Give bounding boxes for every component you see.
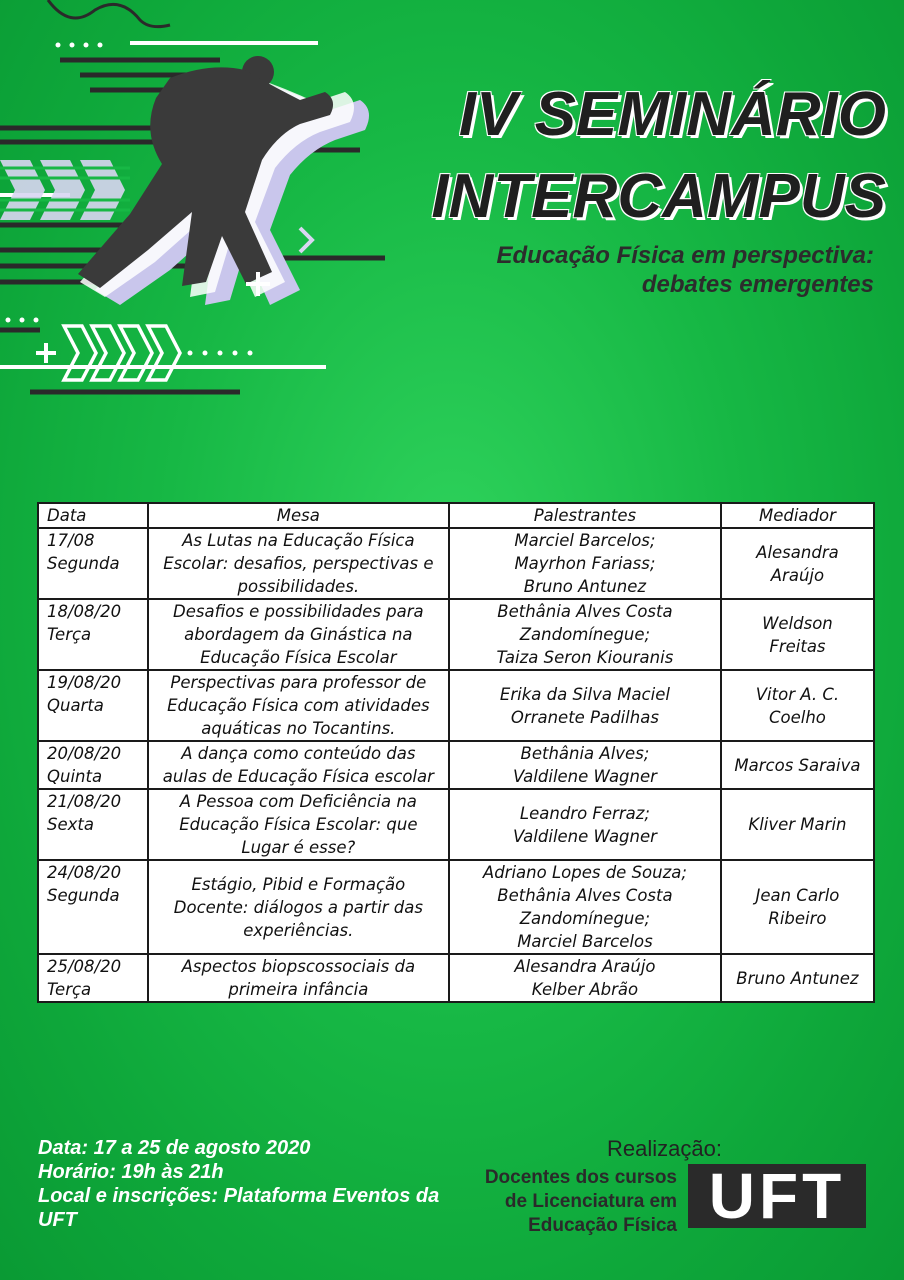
row-date: 19/08/20 (47, 673, 122, 692)
cell-palestrantes-line: Valdilene Wagner (512, 767, 657, 786)
organizer-text (470, 1166, 677, 1238)
table-row (38, 599, 874, 670)
row-date: 18/08/20 (47, 602, 122, 621)
cell-date (38, 860, 148, 954)
cell-palestrantes-line: Erika da Silva Maciel (499, 684, 670, 704)
realizacao-label: Realização: (607, 1136, 722, 1161)
cell-palestrantes-line: Bruno Antunez (523, 577, 647, 596)
cell-mediador (721, 789, 874, 860)
cell-mesa-line: Lugar é esse? (241, 838, 356, 857)
cell-palestrantes-line: Valdilene Wagner (512, 826, 657, 846)
cell-palestrantes-line: Bethânia Alves Costa (497, 602, 673, 621)
cell-mediador (721, 670, 874, 741)
row-weekday: Sexta (47, 815, 94, 834)
organizer-line3: Educação Física (528, 1215, 677, 1236)
cell-palestrantes-line: Mayrhon Fariass; (514, 554, 656, 573)
cell-mediador (721, 741, 874, 789)
cell-mesa-line: Docente: diálogos a partir das (173, 897, 423, 917)
cell-date (38, 599, 148, 670)
header-palestrantes: Palestrantes (449, 503, 721, 528)
cell-mediador-line: Vitor A. C. (755, 684, 840, 704)
cell-mediador-line: Bruno Antunez (736, 968, 859, 988)
cell-mesa-line: A Pessoa com Deficiência na (179, 792, 417, 811)
cell-mesa-line: Educação Física com atividades (167, 696, 430, 715)
cell-palestrantes-line: Bethânia Alves Costa (497, 886, 673, 905)
cell-palestrantes (449, 741, 721, 789)
cell-date (38, 741, 148, 789)
cell-palestrantes (449, 599, 721, 670)
cell-mediador (721, 860, 874, 954)
subtitle-line2: debates emergentes (641, 271, 874, 298)
uft-logo: UFT (688, 1164, 866, 1228)
cell-palestrantes-line: Adriano Lopes de Souza; (482, 863, 687, 882)
row-weekday: Terça (47, 980, 92, 999)
cell-palestrantes (449, 789, 721, 860)
cell-mediador-line: Kliver Marin (748, 815, 847, 834)
cell-mesa-line: Educação Física Escolar (200, 648, 397, 667)
cell-palestrantes-line: Alesandra Araújo (514, 957, 656, 976)
organizer-line1: Docentes dos cursos (484, 1167, 677, 1188)
cell-date (38, 528, 148, 599)
subtitle-line1: Educação Física em perspectiva: (496, 242, 874, 269)
cell-date (38, 954, 148, 1002)
cell-palestrantes (449, 954, 721, 1002)
plus-icon (36, 272, 270, 363)
cell-palestrantes-line: Orranete Padilhas (510, 707, 659, 727)
cell-mesa-line: possibilidades. (237, 577, 360, 596)
chevron-arrows (64, 326, 180, 380)
cell-mediador-line: Araújo (770, 565, 825, 585)
cell-palestrantes (449, 528, 721, 599)
cell-mesa-line: Desafios e possibilidades para (173, 602, 424, 621)
cell-palestrantes-line: Taiza Seron Kiouranis (496, 648, 674, 667)
schedule-table (37, 502, 875, 1003)
cell-mesa-line: Aspectos biopscossociais da (181, 957, 416, 976)
info-date: Data: 17 a 25 de agosto 2020 (38, 1137, 311, 1159)
cell-mesa-line: As Lutas na Educação Física (182, 531, 415, 550)
table-row (38, 860, 874, 954)
table-row (38, 789, 874, 860)
row-weekday: Terça (47, 625, 92, 644)
table-row (38, 670, 874, 741)
cell-mesa-line: Escolar: desafios, perspectivas e (163, 554, 434, 573)
cell-mesa (148, 528, 449, 599)
header-mediador: Mediador (721, 503, 874, 528)
cell-palestrantes (449, 860, 721, 954)
cell-mesa (148, 741, 449, 789)
cell-mesa-line: abordagem da Ginástica na (184, 625, 413, 644)
cell-mesa (148, 954, 449, 1002)
table-row (38, 528, 874, 599)
cell-mediador (721, 528, 874, 599)
cell-mesa-line: aquáticas no Tocantins. (201, 719, 396, 738)
table-header-row (38, 503, 874, 528)
cell-mesa (148, 670, 449, 741)
row-weekday: Quinta (47, 767, 103, 786)
cell-mesa-line: Perspectivas para professor de (170, 673, 427, 692)
organizer-line2: de Licenciatura em (504, 1191, 677, 1212)
cell-palestrantes-line: Zandomínegue; (519, 909, 651, 928)
cell-mesa (148, 789, 449, 860)
info-location: Local e inscrições: Plataforma Eventos da UFT (38, 1185, 440, 1231)
cell-mesa-line: aulas de Educação Física escolar (162, 767, 434, 786)
runner-illustration (0, 0, 420, 420)
event-title-line2: INTERCAMPUS (431, 162, 886, 231)
cell-mesa-line: primeira infância (228, 980, 369, 999)
cell-palestrantes-line: Zandomínegue; (519, 625, 651, 644)
row-date: 25/08/20 (47, 957, 122, 976)
cell-mediador-line: Marcos Saraiva (734, 755, 861, 775)
cell-palestrantes-line: Kelber Abrão (531, 980, 639, 999)
row-date: 24/08/20 (47, 863, 122, 882)
cell-mesa-line: A dança como conteúdo das (181, 744, 416, 763)
event-title-line1: IV SEMINÁRIO (458, 80, 886, 149)
cell-mediador-line: Freitas (769, 636, 826, 656)
row-date: 20/08/20 (47, 744, 122, 763)
cell-mesa (148, 599, 449, 670)
cell-mediador-line: Alesandra (756, 542, 839, 562)
header-data: Data (38, 503, 148, 528)
cell-mediador (721, 954, 874, 1002)
event-info (38, 1136, 468, 1232)
table-row (38, 954, 874, 1002)
cell-palestrantes-line: Marciel Barcelos (517, 932, 653, 951)
row-weekday: Segunda (47, 886, 120, 905)
event-subtitle (354, 241, 874, 299)
cell-mediador-line: Coelho (768, 707, 826, 727)
cell-palestrantes-line: Bethânia Alves; (520, 744, 650, 763)
cell-palestrantes-line: Leandro Ferraz; (519, 803, 650, 823)
cell-mediador-line: Jean Carlo (755, 886, 840, 905)
row-date: 21/08/20 (47, 792, 122, 811)
cell-mesa-line: Estágio, Pibid e Formação (191, 874, 406, 894)
cell-mediador-line: Ribeiro (768, 909, 827, 928)
header-mesa: Mesa (148, 503, 449, 528)
row-date: 17/08 (47, 531, 95, 550)
cell-mesa (148, 860, 449, 954)
cell-date (38, 670, 148, 741)
info-time: Horário: 19h às 21h (38, 1161, 224, 1183)
cell-mediador (721, 599, 874, 670)
table-row (38, 741, 874, 789)
cell-palestrantes-line: Marciel Barcelos; (514, 531, 656, 550)
cell-date (38, 789, 148, 860)
cell-mesa-line: experiências. (243, 920, 354, 940)
cell-mediador-line: Weldson (762, 613, 833, 633)
cell-mesa-line: Educação Física Escolar: que (179, 815, 418, 834)
cell-palestrantes (449, 670, 721, 741)
row-weekday: Quarta (47, 696, 104, 715)
row-weekday: Segunda (47, 554, 120, 573)
